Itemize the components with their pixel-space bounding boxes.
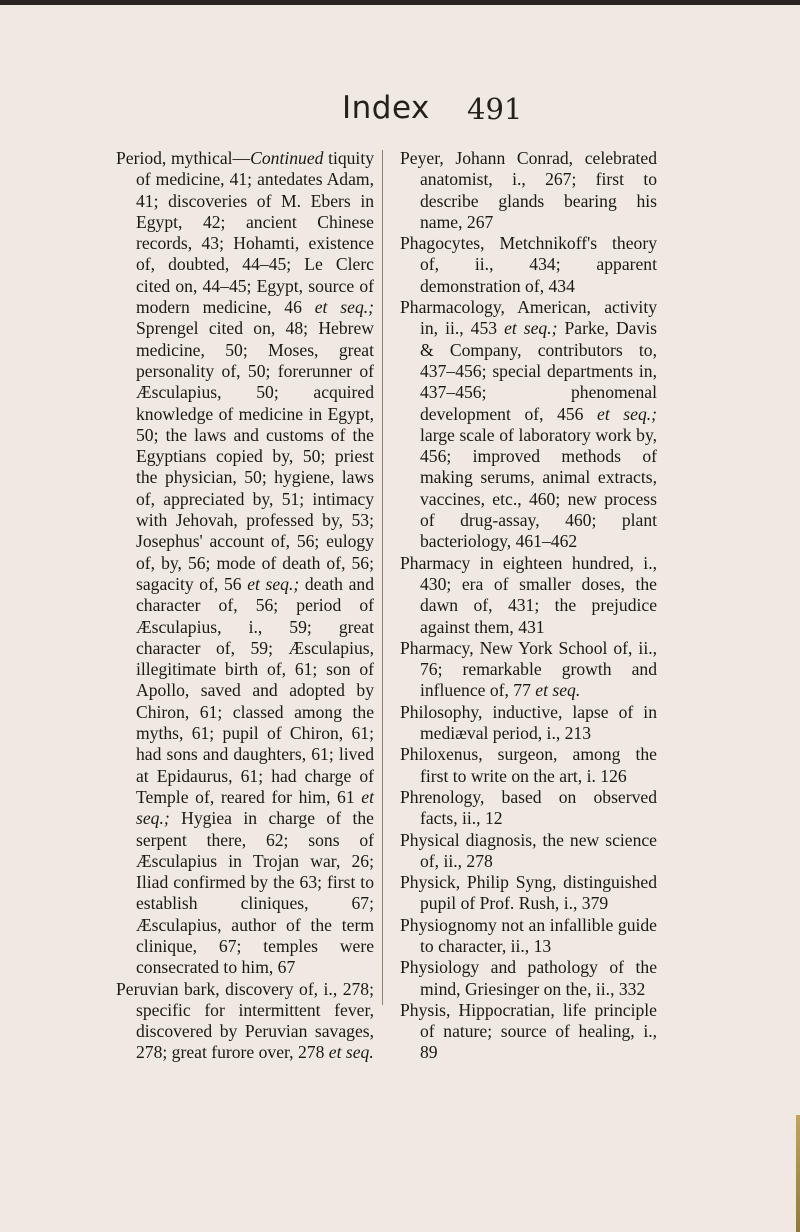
index-entry-text: Peruvian bark, discovery of, i., 278; specific for intermittent fever, discovered by Peruvian savages, 278; great furore over, 278	[116, 978, 374, 1063]
index-entry-text: Physical diagnosis, the new science of, ii., 278	[400, 829, 657, 871]
index-entry-text: Pharmacy in eighteen hundred, i., 430; era of smaller doses, the dawn of, 431; the prejudice against them, 431	[400, 552, 657, 637]
index-entry	[400, 553, 657, 638]
index-entry	[400, 830, 657, 873]
page-number: 491	[467, 92, 523, 126]
index-entry	[400, 148, 657, 233]
index-entry-text: Parke, Davis & Company, contributors to, 437–456; special departments in, 437–456; phenomenal development of, 456	[420, 318, 657, 424]
index-column-left	[116, 148, 374, 1064]
index-entry	[400, 1000, 657, 1064]
index-entry-text: Peyer, Johann Conrad, celebrated anatomist, i., 267; first to describe glands bearing his name, 267	[400, 148, 657, 232]
index-entry	[400, 638, 657, 702]
index-entry-italic: et seq.	[328, 1042, 374, 1063]
index-entry	[400, 297, 657, 553]
index-column-right	[400, 148, 657, 1064]
index-entry-text: death and character of, 56; period of Æsculapius, i., 59; great character of, 59; Æsculapius, illegitimate birth of, 61; son of Apollo, saved and adopted by Chiron, 61; classed among the myths, 61; pupil of Chiron, 61; had sons and daughters, 61; lived at Epidaurus, 61; had charge of Temple of, reared for him, 61	[136, 573, 374, 807]
index-entry-text: Physiognomy not an infallible guide to character, ii., 13	[400, 914, 657, 956]
page-header	[0, 90, 800, 130]
index-entry-text: tiquity of medicine, 41; antedates Adam, 41; discoveries of M. Ebers in Egypt, 42; ancient Chinese records, 43; Hohamti, existence of, doubted, 44–45; Le Clerc cited on, 44–45; Egypt, source of modern medicine, 46	[136, 148, 375, 318]
index-entry-text: large scale of laboratory work by, 456; improved methods of making serums, animal extracts, vaccines, etc., 460; new process of drug-assay, 460; plant bacteriology, 461–462	[420, 424, 657, 552]
column-divider	[382, 150, 383, 1005]
index-entry	[400, 872, 657, 915]
index-entry	[400, 702, 657, 745]
index-entry-text: Physiology and pathology of the mind, Griesinger on the, ii., 332	[400, 957, 657, 999]
index-entry-text: Phrenology, based on observed facts, ii., 12	[400, 786, 657, 829]
top-edge-rule	[0, 0, 800, 5]
index-entry	[400, 915, 657, 958]
index-entry-text: Pharmacology, American, activity in, ii., 453	[400, 297, 657, 339]
index-entry-text: Phagocytes, Metchnikoff's theory of, ii., 434; apparent demonstration of, 434	[400, 233, 657, 296]
index-entry-text: Sprengel cited on, 48; Hebrew medicine, 50; Moses, great personality of, 50; forerunner of Æsculapius, 50; acquired knowledge of medicine in Egypt, 50; the laws and customs of the Egyptians copied by, 50; priest the physician, 50; hygiene, laws of, appreciated by, 51; intimacy with Jehovah, professed by, 53; Josephus' account of, 56; eulogy of, by, 56; mode of death of, 56; sagacity of, 56	[136, 318, 374, 594]
index-entry-italic: et seq.;	[504, 318, 558, 339]
index-entry-italic: et seq.;	[597, 403, 658, 424]
index-entry-text: Pharmacy, New York School of, ii., 76; remarkable growth and influence of, 77	[400, 637, 657, 701]
index-entry-italic: et seq.;	[314, 297, 374, 318]
running-title: Index	[342, 90, 430, 126]
index-entry	[116, 979, 374, 1064]
index-entry-italic: et seq.;	[136, 786, 374, 829]
index-entry	[400, 233, 657, 297]
index-entry	[400, 957, 657, 1000]
index-entry-italic: et seq.	[535, 680, 581, 701]
index-entry	[400, 787, 657, 830]
index-entry-text: Philoxenus, surgeon, among the first to write on the art, i. 126	[400, 744, 657, 786]
index-entry-text: Philosophy, inductive, lapse of in mediæval period, i., 213	[400, 701, 657, 744]
index-entry-text: Physis, Hippocratian, life principle of nature; source of healing, i., 89	[400, 999, 657, 1063]
index-entry-italic: Continued	[250, 148, 324, 168]
index-entry-text: Period, mythical—	[116, 148, 251, 168]
index-entry	[116, 148, 374, 979]
index-entry-text: Hygiea in charge of the serpent there, 62; sons of Æsculapius in Trojan war, 26; Iliad confirmed by the 63; first to establish cliniques, 67; Æsculapius, author of the term clinique, 67; temples were consecrated to him, 67	[136, 808, 374, 978]
page-edge-mark	[796, 1115, 800, 1232]
index-entry-text: Physick, Philip Syng, distinguished pupil of Prof. Rush, i., 379	[400, 872, 657, 914]
index-entry-italic: et seq.;	[247, 573, 300, 594]
index-entry	[400, 744, 657, 787]
